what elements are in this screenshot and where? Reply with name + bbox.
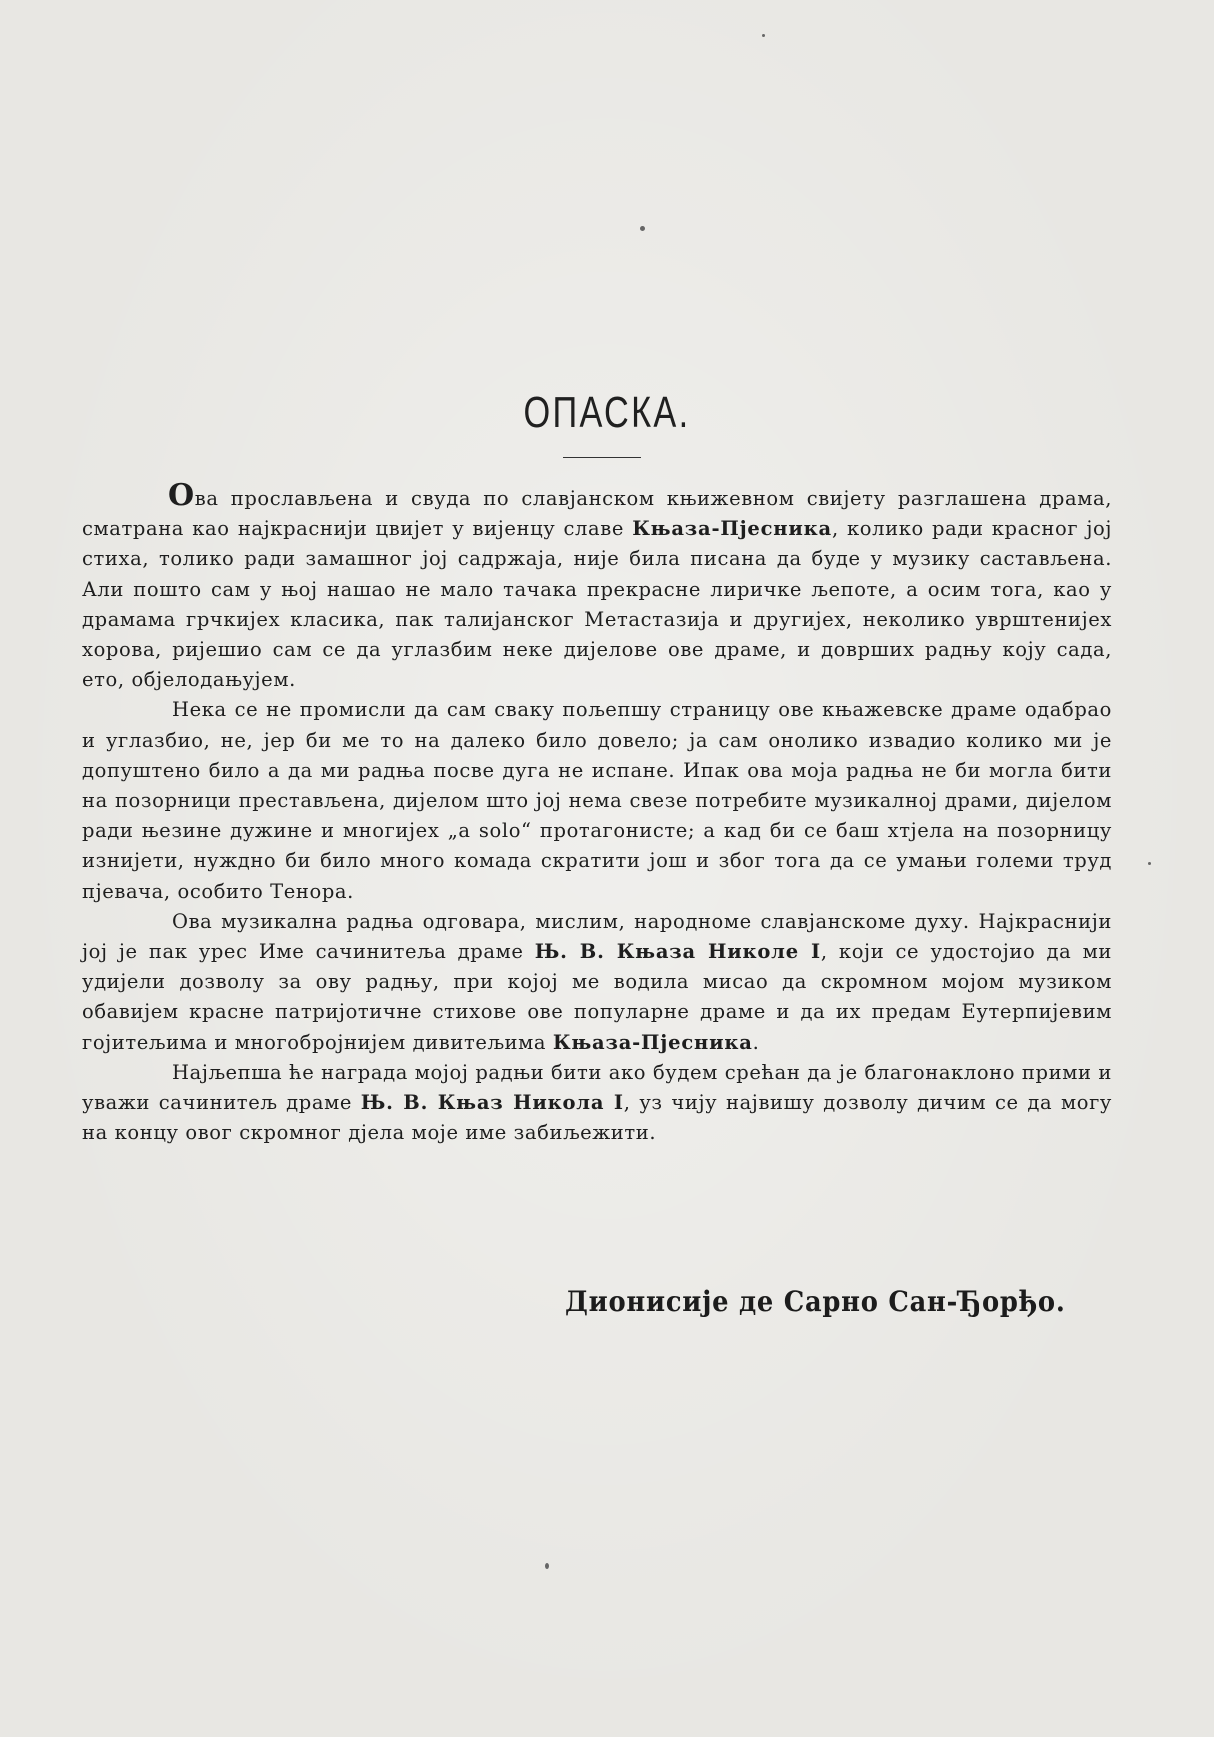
- paragraph-3-text-a: Ова музикална радња одговара, мислим, народноме славјанскоме духу. Најкраснији јој је пак урес Име сачинитеља драме: [82, 909, 1112, 964]
- paragraph-4-text-a: Најљепша ће награда мојој радњи бити ако будем срећан да је благонаклоно прими и уважи сачинитељ драме: [82, 1060, 1112, 1115]
- paragraph-1-text-a: ва прослављена и свуда по славјанском књижевном свијету разглашена драма, сматрана као најкраснији цвијет у вијенцу славе: [82, 487, 1112, 541]
- paragraph-4-text-b: , уз чију највишу дозволу дичим се да могу на концу овог скромног дјела моје име забиљежити.: [82, 1091, 1112, 1145]
- paragraph-3-text-b: , који се удостојио да ми удијели дозволу за ову радњу, при којој ме водила мисао да скромном мојом музиком обавијем красне патријотичне стихове ове популарне драме и да их предам Еутерпијевим гојитељима и многобројнијем дивитељима: [82, 940, 1112, 1054]
- body-text: [82, 478, 1112, 1148]
- paragraph-3-emphasis-2: Књаза-Пјесника: [552, 1030, 753, 1054]
- paragraph-1: [82, 478, 1112, 695]
- paragraph-3-text-c: .: [752, 1030, 760, 1054]
- paper-speck: [1148, 862, 1151, 865]
- paragraph-3-emphasis-1: Њ. В. Књаза Николе I: [534, 940, 821, 964]
- title-divider: [563, 457, 641, 458]
- paper-speck: [545, 1563, 549, 1569]
- paragraph-1-emphasis: Књаза-Пјесника: [632, 517, 832, 541]
- paragraph-1-text-b: , колико ради красног јој стиха, толико ради замашног јој садржаја, није била писана да буде у музику састављена. Али пошто сам у њој нашао не мало тачака прекрасне лиричке љепоте, а осим тога, као у драмама грчкијех класика, пак талијанског Метастазија и другијех, неколико уврштенијех хорова, ријешио сам се да углазбим неке дијелове ове драме, и довршиx радњу коју сада, ето, објелодањујем.: [82, 517, 1112, 692]
- author-signature: Дионисије де Сарно Сан-Ђорђо.: [565, 1285, 1066, 1318]
- paper-speck: [640, 226, 645, 231]
- drop-cap: О: [168, 478, 195, 513]
- paragraph-4: [82, 1058, 1112, 1149]
- page-title: ОПАСКА.: [523, 388, 691, 437]
- paragraph-2: Нека се не промисли да сам сваку пољепшу страницу ове књажевске драме одабрао и углазбио, не, јер би ме то на далеко било довело; ја сам онолико извадио колико ми је допуштено било а да ми радња посве дуга не испане. Ипак ова моја радња не би могла бити на позорници престављена, дијелом што јој нема свезе потребите музикалној драми, дијелом ради њезине дужине и многијех „а solo“ протагонисте; а кад би се баш хтјела на позорницу изнијети, нуждно би било много комада скратити још и због тога да се умањи големи труд пјевача, особито Тенора.: [82, 698, 1112, 903]
- paper-speck: [762, 34, 765, 37]
- paragraph-4-emphasis: Њ. В. Књаз Никола I: [360, 1091, 624, 1115]
- paragraph-3: [82, 907, 1112, 1058]
